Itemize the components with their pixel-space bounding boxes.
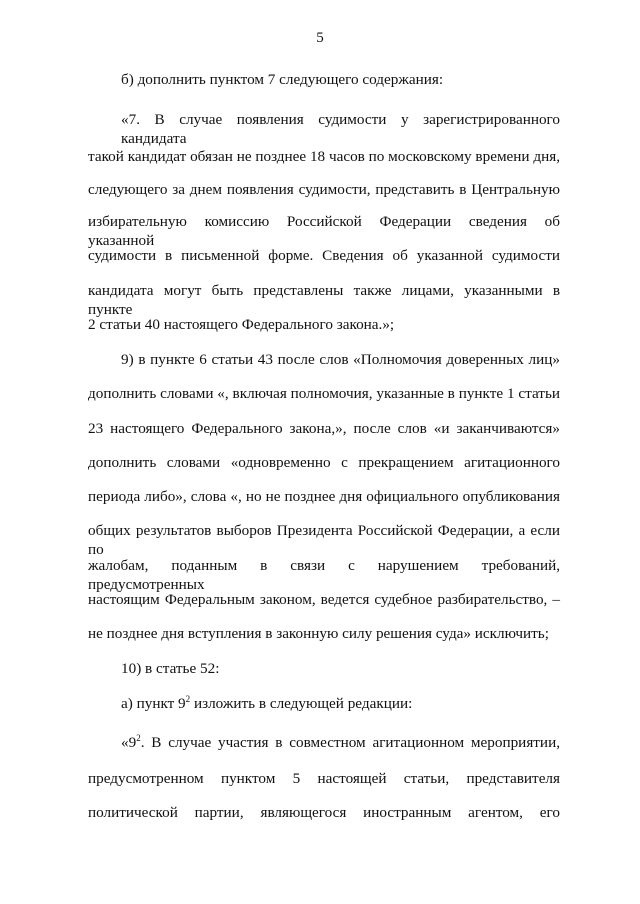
text-line: 2 статьи 40 настоящего Федерального закона.»; [88, 316, 395, 333]
text-line: б) дополнить пунктом 7 следующего содержания: [121, 71, 444, 88]
text-line: судимости в письменной форме. Сведения об указанной судимости [88, 247, 560, 264]
text-line: следующего за днем появления судимости, представить в Центральную [88, 181, 560, 198]
text-line: 10) в статье 52: [121, 660, 220, 677]
text-line: избирательную комиссию Российской Федерации сведения об указанной [88, 213, 560, 249]
text-line [121, 694, 560, 713]
text-line: «7. В случае появления судимости у зарегистрированного кандидата [121, 111, 560, 147]
text-line: дополнить словами «, включая полномочия, указанные в пункте 1 статьи [88, 385, 560, 402]
text-line: периода либо», слова «, но не позднее дня официального опубликования [88, 488, 560, 505]
text-line: настоящим Федеральным законом, ведется судебное разбирательство, – [88, 591, 560, 608]
text-segment: «9 [121, 734, 137, 751]
superscript: 2 [185, 694, 191, 704]
text-line: такой кандидат обязан не позднее 18 часов по московскому времени дня, [88, 148, 560, 165]
text-line: политической партии, являющегося иностранным агентом, его [88, 804, 560, 821]
superscript: 2 [136, 733, 141, 743]
text-line: 23 настоящего Федерального закона,», после слов «и заканчиваются» [88, 420, 560, 437]
text-line: предусмотренном пунктом 5 настоящей статьи, представителя [88, 770, 560, 787]
page-number: 5 [316, 30, 324, 46]
text-line: дополнить словами «одновременно с прекращением агитационного [88, 454, 560, 471]
text-segment: . В случае участия в совместном агитационном мероприятии, [140, 734, 560, 751]
text-segment: а) пункт 9 [121, 695, 186, 712]
text-line [121, 733, 560, 752]
text-line: не позднее дня вступления в законную силу решения суда» исключить; [88, 625, 549, 642]
text-segment: изложить в следующей редакции: [190, 695, 413, 712]
text-line: кандидата могут быть представлены также лицами, указанными в пункте [88, 282, 560, 318]
text-line: 9) в пункте 6 статьи 43 после слов «Полномочия доверенных лиц» [121, 351, 560, 368]
text-line: общих результатов выборов Президента Российской Федерации, а если по [88, 522, 560, 558]
text-line: жалобам, поданным в связи с нарушением требований, предусмотренных [88, 557, 560, 593]
